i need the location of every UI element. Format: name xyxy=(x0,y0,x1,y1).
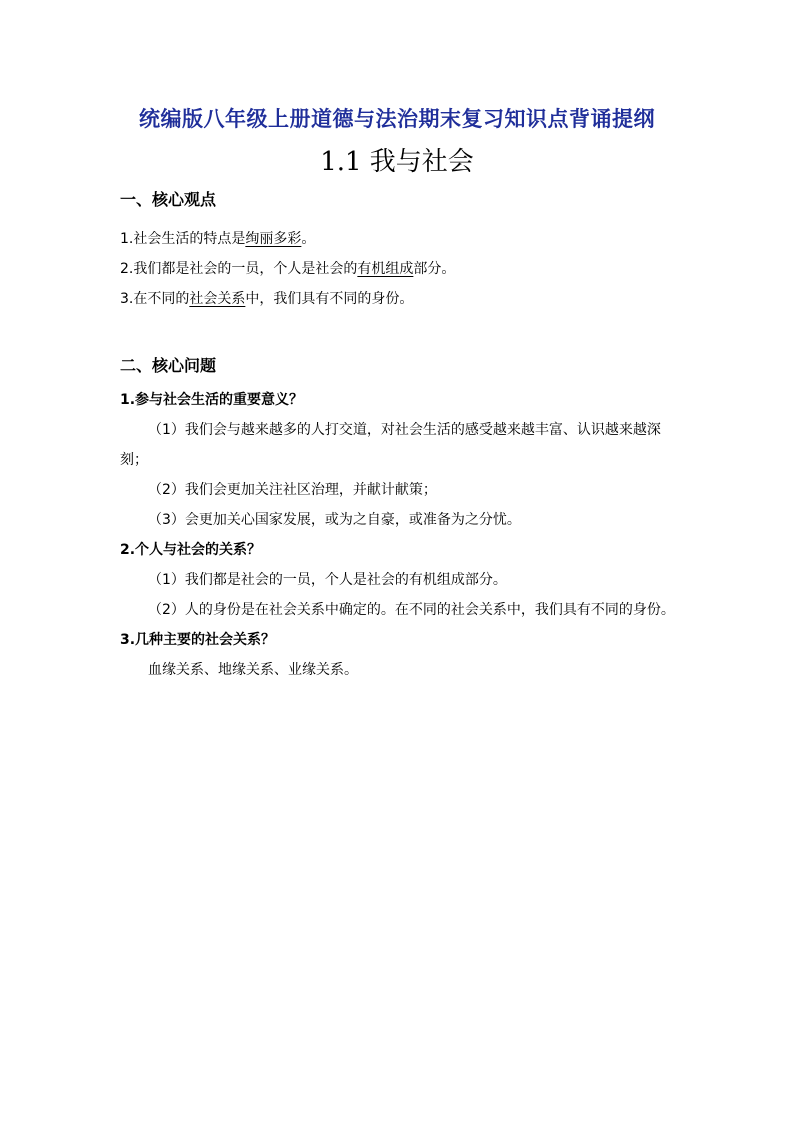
core-point xyxy=(120,224,680,254)
core-point-text: 2.我们都是社会的一员，个人是社会的 xyxy=(120,261,358,277)
section-heading: 二、核心问题 xyxy=(120,356,217,375)
document-title: 统编版八年级上册道德与法治期末复习知识点背诵提纲 xyxy=(139,107,655,131)
underlined-keyword: 绚丽多彩 xyxy=(245,231,302,247)
core-point-text: 3.在不同的 xyxy=(120,291,190,307)
question-title: 3.几种主要的社会关系？ xyxy=(120,632,276,648)
core-point xyxy=(120,284,680,314)
underlined-keyword: 社会关系 xyxy=(189,291,246,307)
lesson-title: 1.1 我与社会 xyxy=(320,147,474,177)
core-point-text: 1.社会生活的特点是 xyxy=(120,231,246,247)
underlined-keyword: 有机组成 xyxy=(357,261,414,277)
section-heading: 一、核心观点 xyxy=(120,190,217,209)
answer-paragraph: （1）我们都是社会的一员，个人是社会的有机组成部分。 xyxy=(148,572,507,588)
section-core-questions xyxy=(120,354,680,685)
answer-paragraph: （1）我们会与越来越多的人打交道，对社会生活的感受越来越丰富、认识越来越深刻； xyxy=(120,422,661,468)
question-title: 1.参与社会生活的重要意义？ xyxy=(120,392,304,408)
question-title: 2.个人与社会的关系？ xyxy=(120,542,262,558)
core-point-text: 。 xyxy=(301,231,316,247)
core-point xyxy=(120,254,680,284)
answer-paragraph: 血缘关系、地缘关系、业缘关系。 xyxy=(148,662,358,678)
core-point-text: 中，我们具有不同的身份。 xyxy=(245,291,414,307)
answer-paragraph: （2）我们会更加关注社区治理，并献计献策； xyxy=(148,482,437,498)
answer-paragraph: （2）人的身份是在社会关系中确定的。在不同的社会关系中，我们具有不同的身份。 xyxy=(148,602,675,618)
core-point-text: 部分。 xyxy=(413,261,456,277)
answer-paragraph: （3）会更加关心国家发展，或为之自豪，或准备为之分忧。 xyxy=(148,512,521,528)
section-core-points xyxy=(120,188,680,314)
